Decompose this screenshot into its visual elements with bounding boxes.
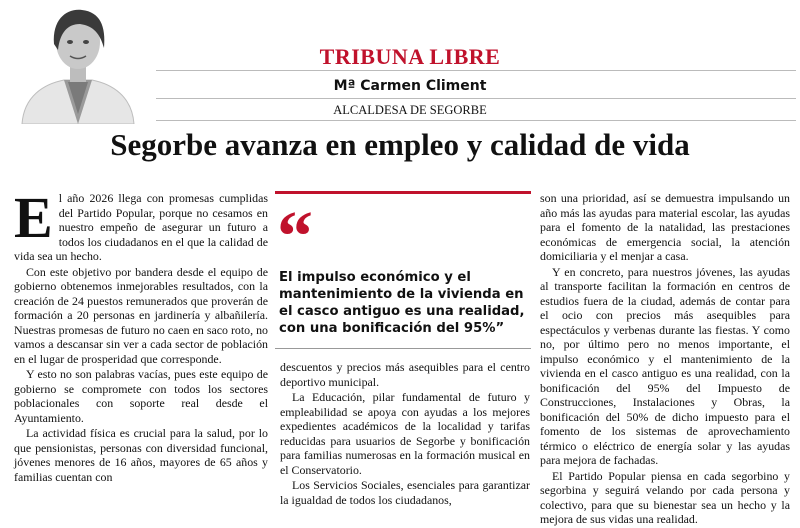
author-role: ALCALDESA DE SEGORBE: [333, 103, 487, 117]
article-paragraph: La Educación, pilar fundamental de futuro y empleabilidad se apoya con ayudas a los mejores expedientes académicos de la localidad y tarifas reducidas para usuarios de Segorbe y bonificación para familias numerosas en la formación musical en el Conservatorio.: [280, 390, 530, 477]
article-paragraph: descuentos y precios más asequibles para el centro deportivo municipal.: [280, 360, 530, 389]
header-rule-bottom: [156, 120, 796, 121]
pull-quote: [275, 191, 531, 349]
article-paragraph: El Partido Popular piensa en cada segorbino y segorbina y seguirá velando por cada persona y colectivo, para que su bienestar sea un hecho y la mejora de sus vidas una realidad.: [540, 468, 790, 526]
article-paragraph: Y esto no son palabras vacías, pues este equipo de gobierno se compromete con todos los sectores poblacionales con soporte real desde el Ayuntamiento.: [14, 367, 268, 425]
article-column-1: [14, 185, 268, 485]
pull-quote-text: El impulso económico y el mantenimiento de la vivienda en el casco antiguo es una realidad, con una bonificación del 95%”: [279, 270, 525, 336]
article-paragraph: son una prioridad, así se demuestra impulsando un año más las ayudas para material escolar, las ayudas para el fomento de la natalidad, las prestaciones económicas de emergencia social, la atención domiciliaria y el menjar a casa.: [540, 191, 790, 263]
dropcap: E: [14, 185, 53, 250]
article-paragraph: La actividad física es crucial para la salud, por lo que pensionistas, personas con diversidad funcional, jóvenes menores de 16 años, mayores de 65 años y familias cuentan con: [14, 426, 268, 484]
article-paragraph: Con este objetivo por bandera desde el equipo de gobierno obtenemos inmejorables resultados, con la creación de 24 puestos remunerados que proverán de formación a 20 personas en jardinería y albañilería. Nuestras promesas de futuro no caen en saco roto, no vamos a descansar sin ver a cada sector de población en el lugar de prosperidad que corresponde.: [14, 264, 268, 366]
article-paragraph: Los Servicios Sociales, esenciales para garantizar la igualdad de todos los ciudadanos,: [280, 478, 530, 507]
header-rule-middle: [156, 98, 796, 99]
header-rule-top: [156, 70, 796, 71]
author-photo: [14, 4, 142, 124]
article-column-3: [540, 191, 790, 528]
headline: Segorbe avanza en empleo y calidad de vida: [110, 127, 690, 162]
article-column-2: [280, 360, 530, 508]
author-name: Mª Carmen Climent: [333, 78, 487, 94]
section-title: TRIBUNA LIBRE: [319, 44, 501, 69]
quote-mark-icon: “: [277, 196, 313, 276]
article-paragraph: El año 2026 llega con promesas cumplidas del Partido Popular, porque no cesamos en nuestro empeño de asegurar un futuro a todos los ciudadanos en el que la calidad de vida sea un hecho.: [14, 185, 268, 263]
article-paragraph: Y en concreto, para nuestros jóvenes, las ayudas al transporte facilitan la formación en centros de estudios fuera de la ciudad, además de contar para el ocio con precios más asequibles para espectáculos y verbenas durante las fiestas. Y como no, por último pero no menos importante, el impulso económico y el mantenimiento de la vivienda en el casco antiguo es una realidad, con la bonificación del 95% del Impuesto de Construcciones, Instalaciones y Obras, la bonificación del 50% de dicho impuesto para el fomento de los sistemas de aprovechamiento térmico o eléctrico de energía solar y las ayudas para mejora de fachadas.: [540, 264, 790, 467]
